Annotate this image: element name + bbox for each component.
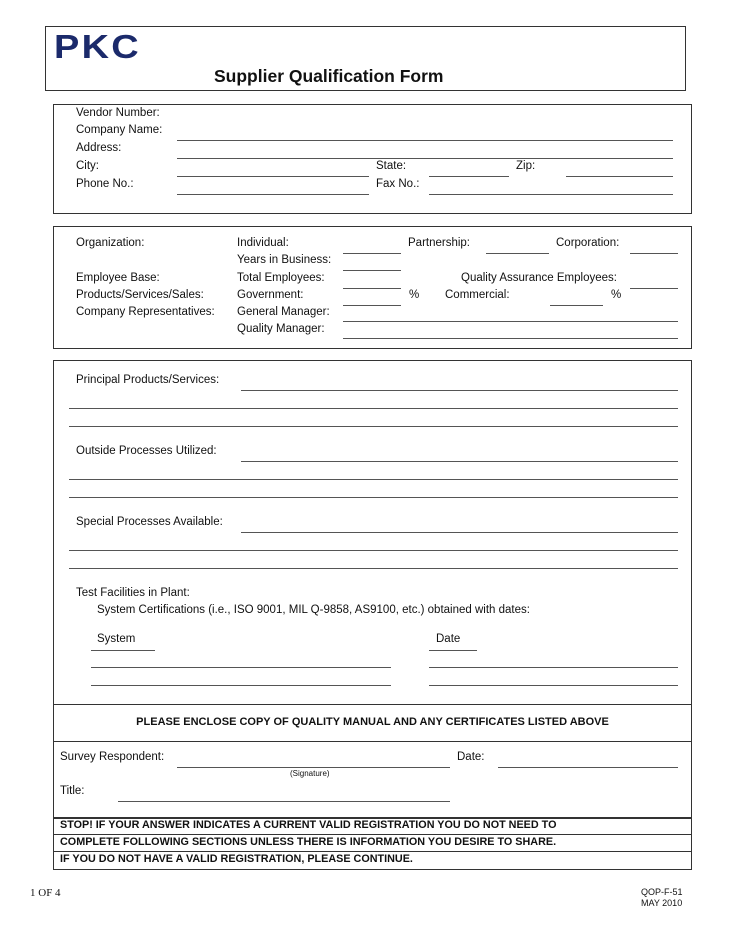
survey-date-label: Date:: [457, 751, 485, 763]
outside-processes-label: Outside Processes Utilized:: [76, 445, 217, 457]
quality-manager-label: Quality Manager:: [237, 323, 325, 335]
individual-label: Individual:: [237, 237, 289, 249]
principal-products-field-1[interactable]: [241, 390, 678, 391]
date-header-underline: [429, 650, 477, 651]
page-number: 1 OF 4: [30, 887, 61, 899]
total-employees-label: Total Employees:: [237, 272, 325, 284]
state-label: State:: [376, 160, 407, 172]
general-manager-field[interactable]: [343, 321, 678, 322]
certifications-label: System Certifications (i.e., ISO 9001, MIL Q-9858, AS9100, etc.) obtained with dates:: [97, 604, 530, 616]
form-code: QOP-F-51: [641, 887, 683, 897]
special-processes-field-3[interactable]: [69, 568, 678, 569]
corporation-field[interactable]: [630, 253, 678, 254]
stop-notice-line-3: IF YOU DO NOT HAVE A VALID REGISTRATION, PLEASE CONTINUE.: [60, 853, 413, 865]
survey-respondent-label: Survey Respondent:: [60, 751, 165, 763]
phone-field[interactable]: [177, 194, 369, 195]
sales-label: Products/Services/Sales:: [76, 289, 204, 301]
outside-processes-field-1[interactable]: [241, 461, 678, 462]
qa-employees-label: Quality Assurance Employees:: [461, 272, 617, 284]
special-processes-field-1[interactable]: [241, 532, 678, 533]
company-logo: [54, 29, 156, 63]
city-label: City:: [76, 160, 99, 172]
survey-date-field[interactable]: [498, 767, 678, 768]
vendor-number-label: Vendor Number:: [76, 107, 160, 119]
principal-products-label: Principal Products/Services:: [76, 374, 220, 386]
representatives-label: Company Representatives:: [76, 306, 215, 318]
system-field-1[interactable]: [91, 667, 391, 668]
stop-notice-line-1: STOP! IF YOUR ANSWER INDICATES A CURRENT VALID REGISTRATION YOU DO NOT NEED TO: [60, 819, 557, 831]
organization-label: Organization:: [76, 237, 145, 249]
outside-processes-field-2[interactable]: [69, 479, 678, 480]
commercial-label: Commercial:: [445, 289, 510, 301]
outside-processes-field-3[interactable]: [69, 497, 678, 498]
signature-caption: (Signature): [290, 769, 330, 778]
years-label: Years in Business:: [237, 254, 332, 266]
stop-notice-line-2: COMPLETE FOLLOWING SECTIONS UNLESS THERE IS INFORMATION YOU DESIRE TO SHARE.: [60, 836, 557, 848]
page-title: Supplier Qualification Form: [214, 66, 444, 86]
date-field-1[interactable]: [429, 667, 678, 668]
individual-field[interactable]: [343, 253, 401, 254]
address-label: Address:: [76, 142, 122, 154]
city-field[interactable]: [177, 176, 369, 177]
system-column-header: System: [97, 633, 136, 645]
enclose-bottom-divider: [53, 741, 692, 742]
survey-title-label: Title:: [60, 785, 85, 797]
commercial-percent: %: [611, 289, 622, 301]
total-employees-field[interactable]: [343, 288, 401, 289]
special-processes-field-2[interactable]: [69, 550, 678, 551]
government-field[interactable]: [343, 305, 401, 306]
partnership-field[interactable]: [486, 253, 549, 254]
test-facilities-label: Test Facilities in Plant:: [76, 587, 190, 599]
survey-title-field[interactable]: [118, 801, 450, 802]
zip-label: Zip:: [516, 160, 536, 172]
logo-lettering: PKC: [54, 29, 142, 63]
enclose-top-divider: [53, 704, 692, 705]
system-field-2[interactable]: [91, 685, 391, 686]
company-name-field[interactable]: [177, 140, 673, 141]
stop-notice-divider-2: [53, 851, 692, 852]
address-field[interactable]: [177, 158, 673, 159]
years-field[interactable]: [343, 270, 401, 271]
form-date: MAY 2010: [641, 898, 683, 908]
principal-products-field-3[interactable]: [69, 426, 678, 427]
pkc-logo-graphic: [54, 29, 156, 63]
corporation-label: Corporation:: [556, 237, 620, 249]
state-field[interactable]: [429, 176, 509, 177]
system-header-underline: [91, 650, 155, 651]
vendor-section: [53, 104, 692, 214]
fax-label: Fax No.:: [376, 178, 420, 190]
company-name-label: Company Name:: [76, 124, 163, 136]
qa-employees-field[interactable]: [630, 288, 678, 289]
fax-field[interactable]: [429, 194, 673, 195]
principal-products-field-2[interactable]: [69, 408, 678, 409]
partnership-label: Partnership:: [408, 237, 471, 249]
phone-label: Phone No.:: [76, 178, 134, 190]
commercial-field[interactable]: [550, 305, 603, 306]
special-processes-label: Special Processes Available:: [76, 516, 223, 528]
general-manager-label: General Manager:: [237, 306, 330, 318]
date-field-2[interactable]: [429, 685, 678, 686]
employee-base-label: Employee Base:: [76, 272, 160, 284]
survey-respondent-field[interactable]: [177, 767, 450, 768]
enclose-notice: PLEASE ENCLOSE COPY OF QUALITY MANUAL AND ANY CERTIFICATES LISTED ABOVE: [136, 716, 609, 728]
quality-manager-field[interactable]: [343, 338, 678, 339]
stop-notice-divider-1: [53, 834, 692, 835]
government-label: Government:: [237, 289, 304, 301]
zip-field[interactable]: [566, 176, 673, 177]
date-column-header: Date: [436, 633, 461, 645]
government-percent: %: [409, 289, 420, 301]
